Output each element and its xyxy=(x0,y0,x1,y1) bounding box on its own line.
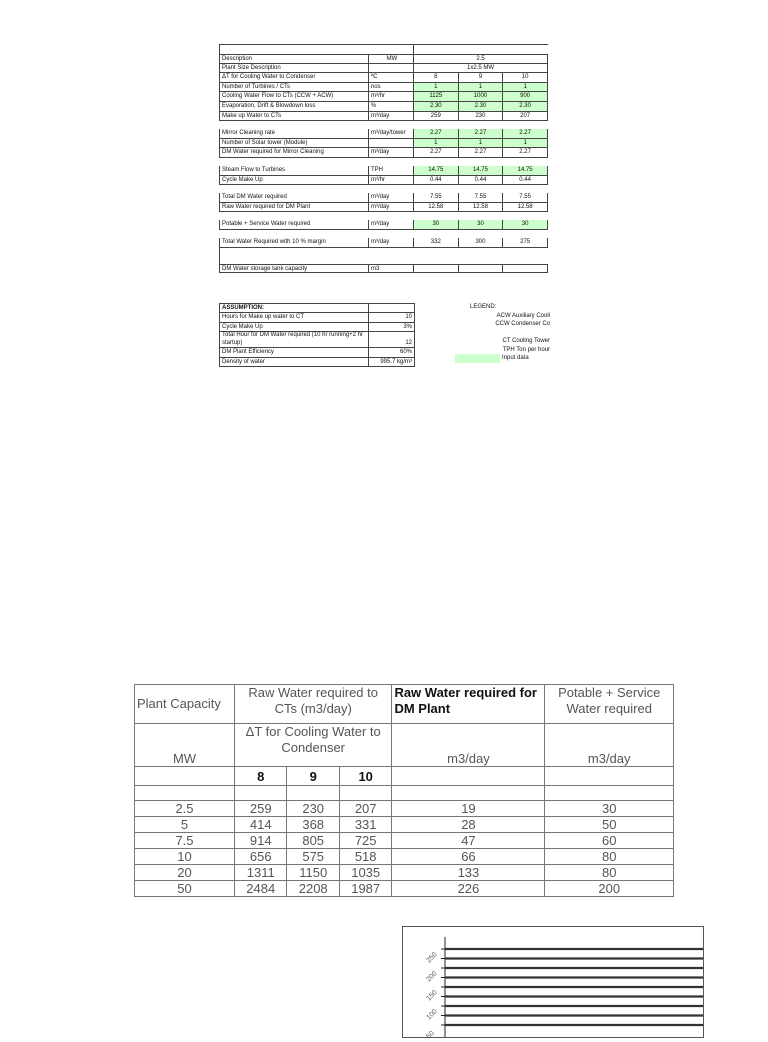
h-raw-dm: Raw Water required for DM Plant xyxy=(392,685,545,724)
assumption-desc: Total Hour for DM Water required (10 hr running+2 hr startup) xyxy=(219,332,369,348)
assumption-row xyxy=(219,332,415,348)
table-cell: 1987 xyxy=(339,881,392,897)
table-row xyxy=(135,881,674,897)
row-unit: ºC xyxy=(369,73,414,83)
row-value-1[interactable]: 2.27 xyxy=(414,129,459,139)
row-value-1[interactable]: 2.30 xyxy=(414,102,459,112)
chart-tick-label: 150 xyxy=(425,989,439,1003)
row-unit xyxy=(369,64,414,74)
row-unit: m³/day xyxy=(369,203,414,213)
row-value-2[interactable]: 14.75 xyxy=(459,166,504,176)
row-unit xyxy=(369,139,414,149)
row-value-2: 2.27 xyxy=(459,148,504,158)
table-cell: 518 xyxy=(339,849,392,865)
summary-body xyxy=(135,801,674,897)
table-cell: 1311 xyxy=(235,865,287,881)
table-cell: 331 xyxy=(339,817,392,833)
row-unit: m³/day/tower xyxy=(369,129,414,139)
row-desc: DM Water required for Mirror Cleaning xyxy=(219,148,369,158)
row-value-3: 0.44 xyxy=(503,176,548,186)
chart-area xyxy=(402,926,704,1038)
table-cell: 66 xyxy=(392,849,545,865)
sheet-row xyxy=(219,193,548,203)
row-desc: Raw Water required for DM Plant xyxy=(219,203,369,213)
assumption-desc: Hours for Make up water to CT xyxy=(219,313,369,322)
calc-sheet xyxy=(219,44,548,273)
legend-item: CT Cooling Tower xyxy=(502,338,550,344)
sub-unit-potable: m3/day xyxy=(545,724,674,767)
table-cell: 2.5 xyxy=(135,801,235,817)
row-value-1: 7.55 xyxy=(414,193,459,203)
row-desc: Total DM Water required xyxy=(219,193,369,203)
table-cell: 28 xyxy=(392,817,545,833)
legend-item xyxy=(455,329,550,338)
row-desc: Cycle Make Up xyxy=(219,176,369,186)
row-value-1[interactable]: 14.75 xyxy=(414,166,459,176)
dt-8: 8 xyxy=(235,767,287,786)
sheet-row xyxy=(219,64,548,74)
row-unit: m³/day xyxy=(369,220,414,230)
row-value-1: 0.44 xyxy=(414,176,459,186)
assumption-row xyxy=(219,313,415,322)
row-value-3: 207 xyxy=(503,112,548,122)
summary-table xyxy=(134,684,674,897)
chart-tick-label: 100 xyxy=(425,1008,439,1022)
table-row xyxy=(135,849,674,865)
table-cell: 2484 xyxy=(235,881,287,897)
table-cell: 5 xyxy=(135,817,235,833)
legend-item: TPH Ton per hour xyxy=(502,346,550,353)
h-potable: Potable + Service Water required xyxy=(545,685,674,724)
table-cell: 207 xyxy=(339,801,392,817)
row-desc: Mirror Cleaning rate xyxy=(219,129,369,139)
sheet-row xyxy=(219,148,548,158)
table-cell: 656 xyxy=(235,849,287,865)
row-value-1[interactable]: 1 xyxy=(414,139,459,149)
storage-unit: m3 xyxy=(369,264,414,274)
table-cell: 10 xyxy=(135,849,235,865)
row-desc: Cooling Water Flow to CTs (CCW + ACW) xyxy=(219,92,369,102)
row-value-2[interactable]: 30 xyxy=(459,220,504,230)
summary-header-row xyxy=(135,685,674,724)
assumption-value[interactable]: 3% xyxy=(369,323,415,332)
row-value-1[interactable]: 1 xyxy=(414,83,459,93)
table-cell: 30 xyxy=(545,801,674,817)
row-desc: Steam Flow to Turbines xyxy=(219,166,369,176)
chart-tick-label: 250 xyxy=(425,951,439,965)
table-cell: 1150 xyxy=(287,865,339,881)
header-desc: Description xyxy=(219,54,369,64)
assumption-desc: Density of water xyxy=(219,358,369,367)
row-unit: m³/hr xyxy=(369,176,414,186)
row-value-3[interactable]: 14.75 xyxy=(503,166,548,176)
dt-9: 9 xyxy=(287,767,339,786)
table-cell: 50 xyxy=(135,881,235,897)
row-value-3[interactable]: 2.27 xyxy=(503,129,548,139)
row-value-2: 9 xyxy=(459,73,504,83)
row-unit: m³/day xyxy=(369,193,414,203)
assumption-value[interactable]: 995.7 kg/m³ xyxy=(369,358,415,367)
assumption-row xyxy=(219,323,415,332)
sheet-row xyxy=(219,83,548,93)
row-desc: Make up Water to CTs xyxy=(219,112,369,122)
assumption-rows xyxy=(219,313,415,367)
assumption-desc: DM Plant Efficiency xyxy=(219,348,369,357)
table-cell: 60 xyxy=(545,833,674,849)
gap-row xyxy=(219,212,548,220)
row-span-value: 1x2.5 MW xyxy=(414,64,548,74)
table-cell: 133 xyxy=(392,865,545,881)
gap-row xyxy=(219,185,548,193)
table-cell: 368 xyxy=(287,817,339,833)
gap-row xyxy=(219,230,548,238)
table-cell: 200 xyxy=(545,881,674,897)
row-value-1[interactable]: 30 xyxy=(414,220,459,230)
sheet-row xyxy=(219,203,548,213)
storage-desc: DM Water storage tank capacity xyxy=(219,264,369,274)
row-value-2: 7.55 xyxy=(459,193,504,203)
row-desc: Evaporation, Drift & Blowdown loss xyxy=(219,102,369,112)
assumption-desc: Cycle Make Up xyxy=(219,323,369,332)
row-value-3[interactable]: 900 xyxy=(503,92,548,102)
row-unit: m³/day xyxy=(369,112,414,122)
row-value-3[interactable]: 1 xyxy=(503,83,548,93)
sheet-row xyxy=(219,139,548,149)
table-cell: 259 xyxy=(235,801,287,817)
table-cell: 414 xyxy=(235,817,287,833)
sheet-top-band xyxy=(219,44,548,54)
sheet-row xyxy=(219,92,548,102)
sub-mw: MW xyxy=(135,724,235,767)
table-cell: 805 xyxy=(287,833,339,849)
row-value-2: 300 xyxy=(459,238,504,248)
row-unit: nos xyxy=(369,83,414,93)
sheet-row xyxy=(219,112,548,122)
row-value-1: 8 xyxy=(414,73,459,83)
row-value-3: 2.27 xyxy=(503,148,548,158)
gap-row xyxy=(219,248,548,264)
legend-item: CCW Condenser Co xyxy=(495,321,550,327)
row-unit: m³/day xyxy=(369,238,414,248)
row-value-2[interactable]: 2.27 xyxy=(459,129,504,139)
assumption-value[interactable]: 12 xyxy=(369,332,415,348)
header-unit: MW xyxy=(369,54,414,64)
row-value-3: 12.58 xyxy=(503,203,548,213)
row-value-1[interactable]: 1125 xyxy=(414,92,459,102)
row-value-2: 0.44 xyxy=(459,176,504,186)
assumption-row xyxy=(219,358,415,367)
assumption-value[interactable]: 60% xyxy=(369,348,415,357)
row-unit: TPH xyxy=(369,166,414,176)
storage-val-1[interactable] xyxy=(414,264,459,274)
chart-tick-label: 50 xyxy=(425,1029,436,1037)
row-value-1: 2.27 xyxy=(414,148,459,158)
table-cell: 7.5 xyxy=(135,833,235,849)
sub-dt: ΔT for Cooling Water to Condenser xyxy=(235,724,392,767)
row-value-2[interactable]: 1000 xyxy=(459,92,504,102)
table-cell: 80 xyxy=(545,865,674,881)
row-value-3[interactable]: 1 xyxy=(503,139,548,149)
legend-input-label: Input data xyxy=(502,355,529,361)
table-cell: 20 xyxy=(135,865,235,881)
table-cell: 80 xyxy=(545,849,674,865)
table-cell: 19 xyxy=(392,801,545,817)
table-row xyxy=(135,833,674,849)
row-value-3[interactable]: 2.30 xyxy=(503,102,548,112)
assumption-title-row xyxy=(219,303,415,313)
gap-row xyxy=(219,158,548,166)
sheet-row xyxy=(219,102,548,112)
row-value-3[interactable]: 30 xyxy=(503,220,548,230)
legend-input xyxy=(455,354,550,363)
table-cell: 47 xyxy=(392,833,545,849)
row-desc: Number of Turbines / CTs xyxy=(219,83,369,93)
sheet-row xyxy=(219,73,548,83)
row-desc: Number of Solar tower (Module) xyxy=(219,139,369,149)
row-value-2: 12.58 xyxy=(459,203,504,213)
row-value-2: 230 xyxy=(459,112,504,122)
sheet-row xyxy=(219,238,548,248)
row-desc: Potable + Service Water required xyxy=(219,220,369,230)
table-cell: 50 xyxy=(545,817,674,833)
row-value-2[interactable]: 1 xyxy=(459,83,504,93)
sheet-row xyxy=(219,129,548,139)
table-row xyxy=(135,801,674,817)
storage-val-2[interactable] xyxy=(459,264,504,274)
row-value-3: 7.55 xyxy=(503,193,548,203)
row-desc: Plant Size Description xyxy=(219,64,369,74)
row-value-1: 259 xyxy=(414,112,459,122)
legend-item: ACW Auxiliary Cooli xyxy=(496,312,550,319)
table-row xyxy=(135,817,674,833)
gap-row xyxy=(219,121,548,129)
row-desc: Total Water Required with 10 % margin xyxy=(219,238,369,248)
bar-chart xyxy=(403,927,703,1037)
sub-unit-dm: m3/day xyxy=(392,724,545,767)
row-desc: ΔT for Cooling Water to Condenser xyxy=(219,73,369,83)
assumption-value[interactable]: 10 xyxy=(369,313,415,322)
table-cell: 575 xyxy=(287,849,339,865)
table-cell: 914 xyxy=(235,833,287,849)
table-cell: 230 xyxy=(287,801,339,817)
row-value-1: 12.58 xyxy=(414,203,459,213)
row-value-3: 275 xyxy=(503,238,548,248)
sheet-header-row xyxy=(219,54,548,64)
row-unit: m³/day xyxy=(369,148,414,158)
row-value-2[interactable]: 2.30 xyxy=(459,102,504,112)
dt-10: 10 xyxy=(339,767,392,786)
row-value-2[interactable]: 1 xyxy=(459,139,504,149)
row-value-3: 10 xyxy=(503,73,548,83)
sheet-rows xyxy=(219,64,548,248)
dt-row xyxy=(135,767,674,786)
assumption-block xyxy=(219,303,415,367)
storage-val-3[interactable] xyxy=(503,264,548,274)
legend-items xyxy=(455,312,550,355)
storage-row xyxy=(219,264,548,274)
row-unit: % xyxy=(369,102,414,112)
legend xyxy=(455,303,550,363)
h-raw-ct: Raw Water required to CTs (m3/day) xyxy=(235,685,392,724)
sheet-row xyxy=(219,176,548,186)
row-value-1: 332 xyxy=(414,238,459,248)
table-row xyxy=(135,865,674,881)
summary-subheader-row xyxy=(135,724,674,767)
h-plant: Plant Capacity xyxy=(135,685,235,724)
table-cell: 725 xyxy=(339,833,392,849)
table-cell: 1035 xyxy=(339,865,392,881)
table-cell: 226 xyxy=(392,881,545,897)
table-cell: 2208 xyxy=(287,881,339,897)
assumption-title: ASSUMPTION: xyxy=(219,304,369,313)
assumption-row xyxy=(219,348,415,357)
sheet-row xyxy=(219,166,548,176)
blank-row xyxy=(135,786,674,801)
legend-input-swatch xyxy=(455,354,500,363)
legend-title: LEGEND: xyxy=(470,304,497,310)
header-value: 2.5 xyxy=(414,54,548,64)
sheet-row xyxy=(219,220,548,230)
row-unit: m³/hr xyxy=(369,92,414,102)
chart-tick-label: 200 xyxy=(425,970,439,984)
